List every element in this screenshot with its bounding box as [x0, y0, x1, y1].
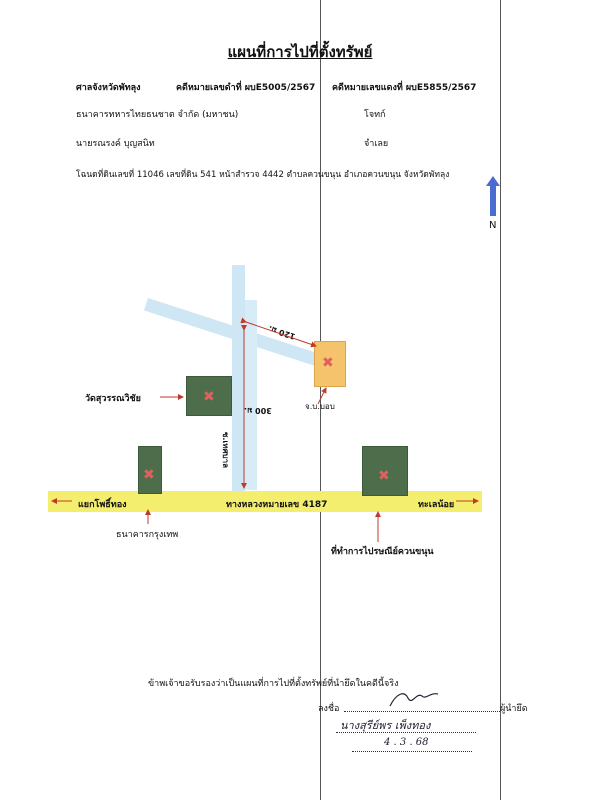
- distance-top-arrow: [246, 322, 316, 346]
- property-label: จ.บ.บอบ: [305, 402, 335, 411]
- temple-label: วัดสุวรรณวิชัย: [85, 394, 141, 404]
- defendant-role: จำเลย: [364, 139, 389, 149]
- signature-mark: [386, 688, 446, 712]
- certification-text: ข้าพเจ้าขอรับรองว่าเป็นแผนที่การไปที่ตั้งทรัพย์ที่นำยึดในคดีนี้จริง: [148, 679, 399, 689]
- right-direction-label: ทะเลน้อย: [418, 500, 455, 510]
- property-pointer-arrow: [318, 388, 326, 404]
- page-title: แผนที่การไปที่ตั้งทรัพย์: [227, 43, 373, 61]
- sign-date-line: [352, 750, 472, 752]
- distance-side-label: 300 ม.: [244, 406, 272, 415]
- defendant-name: นายรณรงค์ บุญสนิท: [76, 139, 155, 149]
- bank-marker-icon: ✖: [143, 467, 155, 483]
- deed-details: โฉนดที่ดินเลขที่ 11046 เลขที่ดิน 541 หน้าสำรวจ 4442 ตำบลควนขนุน อำเภอควนขนุน จังหวัดพัทลุง: [76, 170, 450, 180]
- signer-name: นางสุรีย์พร เพ็งทอง: [340, 719, 431, 732]
- post-office-label: ที่ทำการไปรษณีย์ควนขนุน: [331, 547, 434, 557]
- post-office-marker-icon: ✖: [378, 468, 390, 484]
- signer-name-line: [336, 731, 476, 733]
- bank-label: ธนาคารกรุงเทพ: [116, 530, 179, 540]
- temple-marker-icon: ✖: [203, 389, 215, 405]
- side-road-label: ซ.เทศบาล: [221, 432, 230, 469]
- left-direction-label: แยกโพธิ์ทอง: [78, 500, 127, 510]
- plaintiff-name: ธนาคารทหารไทยธนชาต จำกัด (มหาชน): [76, 110, 239, 120]
- compass-label: N: [489, 220, 497, 231]
- sign-label: ลงชื่อ: [318, 704, 340, 714]
- case-black-number: คดีหมายเลขดำที่ ผบE5005/2567: [176, 83, 316, 93]
- signer-role: ผู้นำยึด: [500, 704, 528, 714]
- property-marker-icon: ✖: [322, 355, 334, 371]
- distance-top-label: 120 ม.: [267, 323, 297, 342]
- plaintiff-role: โจทก์: [364, 110, 386, 120]
- case-red-number: คดีหมายเลขแดงที่ ผบE5855/2567: [332, 83, 477, 93]
- highway-label: ทางหลวงหมายเลข 4187: [226, 500, 328, 510]
- sign-date: 4 . 3 . 68: [384, 737, 429, 748]
- court-name: ศาลจังหวัดพัทลุง: [76, 83, 141, 93]
